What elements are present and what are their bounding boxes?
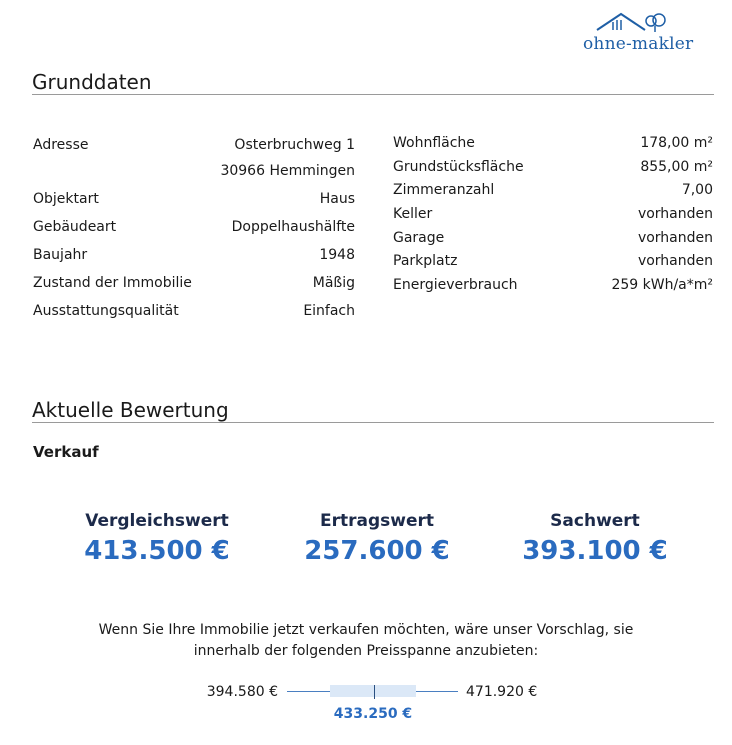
info-row-gebaeudeart: [33, 219, 355, 239]
info-row-garage: [393, 230, 713, 250]
info-row-baujahr: [33, 247, 355, 267]
price-range-mid: 433.250 €: [333, 706, 413, 722]
section-divider: [32, 422, 714, 423]
info-label: Wohnfläche: [393, 135, 475, 151]
info-row-adresse-ort: [33, 163, 355, 183]
info-value: 7,00: [681, 182, 713, 198]
info-row-adresse: [33, 137, 355, 157]
info-row-zimmeranzahl: [393, 182, 713, 202]
house-tree-logo-icon: [593, 12, 675, 36]
info-value: Haus: [319, 191, 355, 207]
info-label: Keller: [393, 206, 433, 222]
info-value: 259 kWh/a*m²: [611, 277, 713, 293]
section-divider: [32, 94, 714, 95]
price-range-high: 471.920 €: [466, 684, 538, 700]
subsection-title-verkauf: Verkauf: [33, 443, 99, 461]
info-value: Mäßig: [312, 275, 355, 291]
suggestion-line: innerhalb der folgenden Preisspanne anzubieten:: [193, 643, 539, 659]
valuation-name: Vergleichswert: [85, 511, 229, 531]
info-label: Grundstücksfläche: [393, 159, 524, 175]
info-row-energieverbrauch: [393, 277, 713, 297]
info-value: 855,00 m²: [640, 159, 713, 175]
info-label: Zustand der Immobilie: [33, 275, 192, 291]
info-value: vorhanden: [637, 253, 713, 269]
brand-logo: [583, 12, 718, 58]
info-row-parkplatz: [393, 253, 713, 273]
info-label: Baujahr: [33, 247, 88, 263]
info-label: Objektart: [33, 191, 99, 207]
info-label: Zimmeranzahl: [393, 182, 495, 198]
valuation-sachwert: [475, 510, 715, 568]
info-row-keller: [393, 206, 713, 226]
price-range-marker: [374, 685, 375, 699]
valuation-name: Ertragswert: [319, 511, 434, 531]
info-label: Parkplatz: [393, 253, 458, 269]
info-value: Doppelhaushälfte: [231, 219, 355, 235]
price-range-line-left: [287, 691, 330, 692]
section-title-bewertung: Aktuelle Bewertung: [32, 398, 229, 422]
price-range-line-right: [416, 691, 458, 692]
price-range-band: [330, 685, 416, 697]
valuation-amount: 393.100 €: [522, 536, 668, 566]
price-suggestion-text: [66, 620, 666, 662]
info-value: 1948: [319, 247, 355, 263]
info-row-wohnflaeche: [393, 135, 713, 155]
section-title-grunddaten: Grunddaten: [32, 70, 152, 94]
valuation-amount: 257.600 €: [304, 536, 450, 566]
info-label: Adresse: [33, 137, 89, 153]
info-label: Energieverbrauch: [393, 277, 518, 293]
info-row-objektart: [33, 191, 355, 211]
info-value: vorhanden: [637, 230, 713, 246]
info-value: 30966 Hemmingen: [220, 163, 355, 179]
info-value: Einfach: [303, 303, 355, 319]
suggestion-line: Wenn Sie Ihre Immobilie jetzt verkaufen möchten, wäre unser Vorschlag, sie: [98, 622, 634, 638]
valuation-name: Sachwert: [550, 511, 640, 531]
valuation-ertragswert: [257, 510, 497, 568]
info-label: Gebäudeart: [33, 219, 117, 235]
info-value: 178,00 m²: [640, 135, 713, 151]
info-value: vorhanden: [637, 206, 713, 222]
valuation-amount: 413.500 €: [84, 536, 230, 566]
info-row-ausstattung: [33, 303, 355, 323]
info-row-zustand: [33, 275, 355, 295]
info-row-grundstuecksflaeche: [393, 159, 713, 179]
info-label: Ausstattungsqualität: [33, 303, 179, 319]
price-range-low: 394.580 €: [206, 684, 278, 700]
info-label: Garage: [393, 230, 445, 246]
brand-name: ohne-makler: [583, 34, 694, 54]
valuation-vergleichswert: [37, 510, 277, 568]
info-value: Osterbruchweg 1: [234, 137, 355, 153]
